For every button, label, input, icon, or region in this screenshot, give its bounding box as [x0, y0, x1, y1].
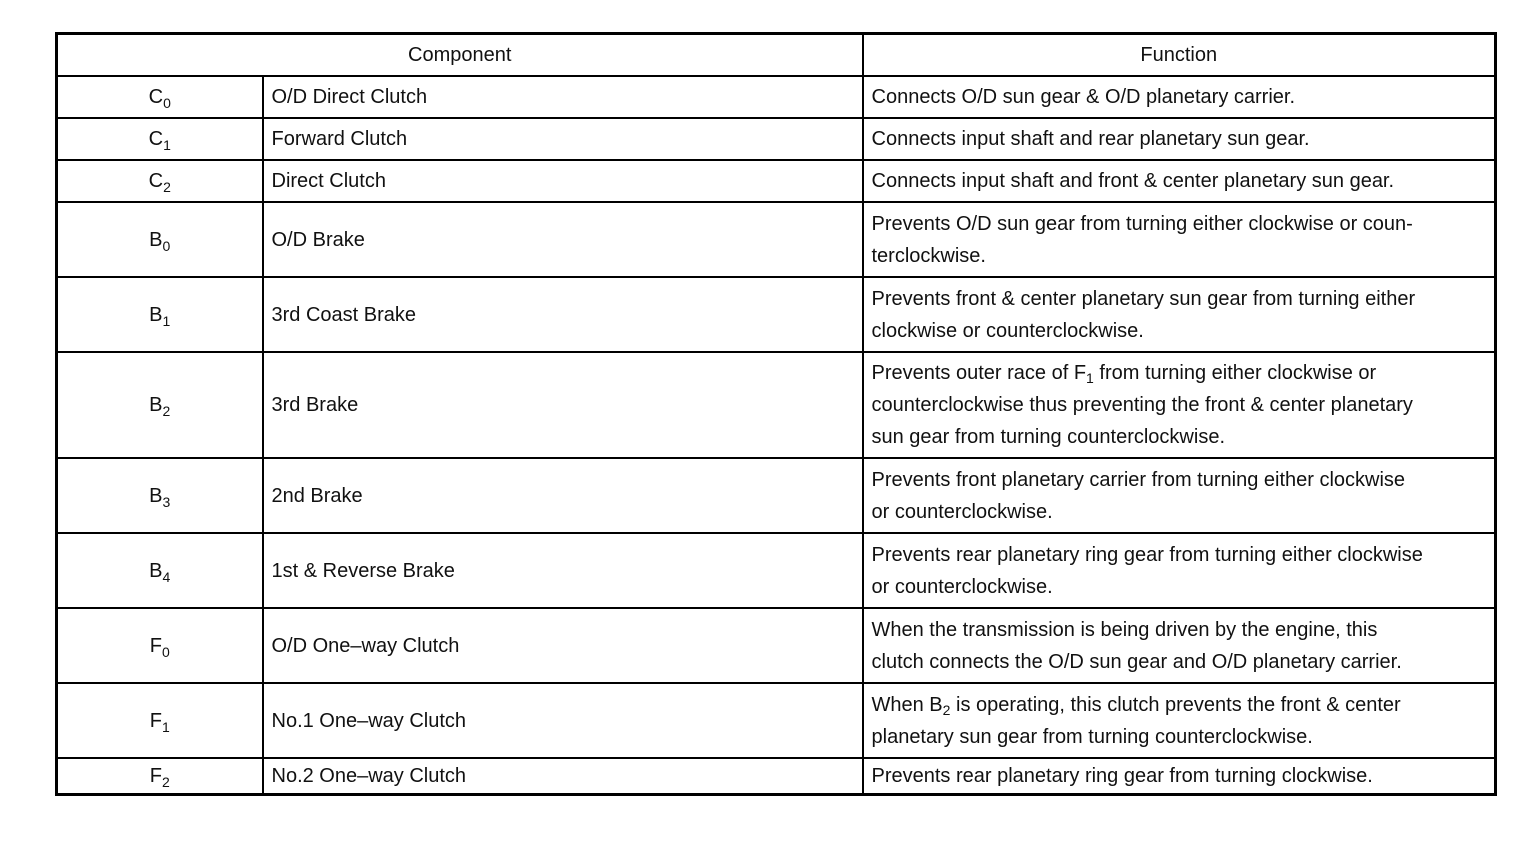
- component-function: Prevents front & center planetary sun gear from turning either clockwise or counterclockwise.: [863, 277, 1496, 352]
- component-name: O/D One–way Clutch: [263, 608, 863, 683]
- table-row: [57, 277, 1496, 352]
- component-code: $C_1$: [57, 118, 263, 160]
- component-function: Prevents front planetary carrier from turning either clockwise or counterclockwise.: [863, 458, 1496, 533]
- table-row: [57, 458, 1496, 533]
- table-row: [57, 758, 1496, 795]
- component-name: 1st & Reverse Brake: [263, 533, 863, 608]
- component-function: Prevents outer race of $F_1$ from turning either clockwise or counterclockwise thus preventing the front & center planetary sun gear from turning counterclockwise.: [863, 352, 1496, 458]
- table-row: [57, 352, 1496, 458]
- table-row: [57, 202, 1496, 277]
- component-function: Connects input shaft and front & center planetary sun gear.: [863, 160, 1496, 202]
- component-name: 3rd Coast Brake: [263, 277, 863, 352]
- component-code: $B_0$: [57, 202, 263, 277]
- component-name: O/D Direct Clutch: [263, 76, 863, 118]
- component-name: No.1 One–way Clutch: [263, 683, 863, 758]
- table-row: [57, 683, 1496, 758]
- component-code: $C_2$: [57, 160, 263, 202]
- component-code: $B_1$: [57, 277, 263, 352]
- component-code: $F_1$: [57, 683, 263, 758]
- component-function-table: [55, 32, 1497, 796]
- component-code: $C_0$: [57, 76, 263, 118]
- component-name: No.2 One–way Clutch: [263, 758, 863, 795]
- component-name: Forward Clutch: [263, 118, 863, 160]
- component-name: 3rd Brake: [263, 352, 863, 458]
- header-row: [57, 34, 1496, 77]
- component-code: $B_2$: [57, 352, 263, 458]
- component-function: Prevents rear planetary ring gear from turning either clockwise or counterclockwise.: [863, 533, 1496, 608]
- component-function: When the transmission is being driven by the engine, this clutch connects the O/D sun gear and O/D planetary carrier.: [863, 608, 1496, 683]
- table-row: [57, 160, 1496, 202]
- header-component: Component: [57, 34, 863, 77]
- component-name: Direct Clutch: [263, 160, 863, 202]
- table-row: [57, 118, 1496, 160]
- component-code: $B_3$: [57, 458, 263, 533]
- component-function: Connects input shaft and rear planetary sun gear.: [863, 118, 1496, 160]
- component-function: Prevents O/D sun gear from turning either clockwise or coun- terclockwise.: [863, 202, 1496, 277]
- table-row: [57, 608, 1496, 683]
- component-code: $B_4$: [57, 533, 263, 608]
- component-name: O/D Brake: [263, 202, 863, 277]
- component-code: $F_0$: [57, 608, 263, 683]
- component-function: When $B_2$ is operating, this clutch prevents the front & center planetary sun gear from turning counterclockwise.: [863, 683, 1496, 758]
- table-row: [57, 76, 1496, 118]
- component-code: $F_2$: [57, 758, 263, 795]
- component-function: Connects O/D sun gear & O/D planetary carrier.: [863, 76, 1496, 118]
- header-function: Function: [863, 34, 1496, 77]
- component-name: 2nd Brake: [263, 458, 863, 533]
- table-row: [57, 533, 1496, 608]
- component-function: Prevents rear planetary ring gear from turning clockwise.: [863, 758, 1496, 795]
